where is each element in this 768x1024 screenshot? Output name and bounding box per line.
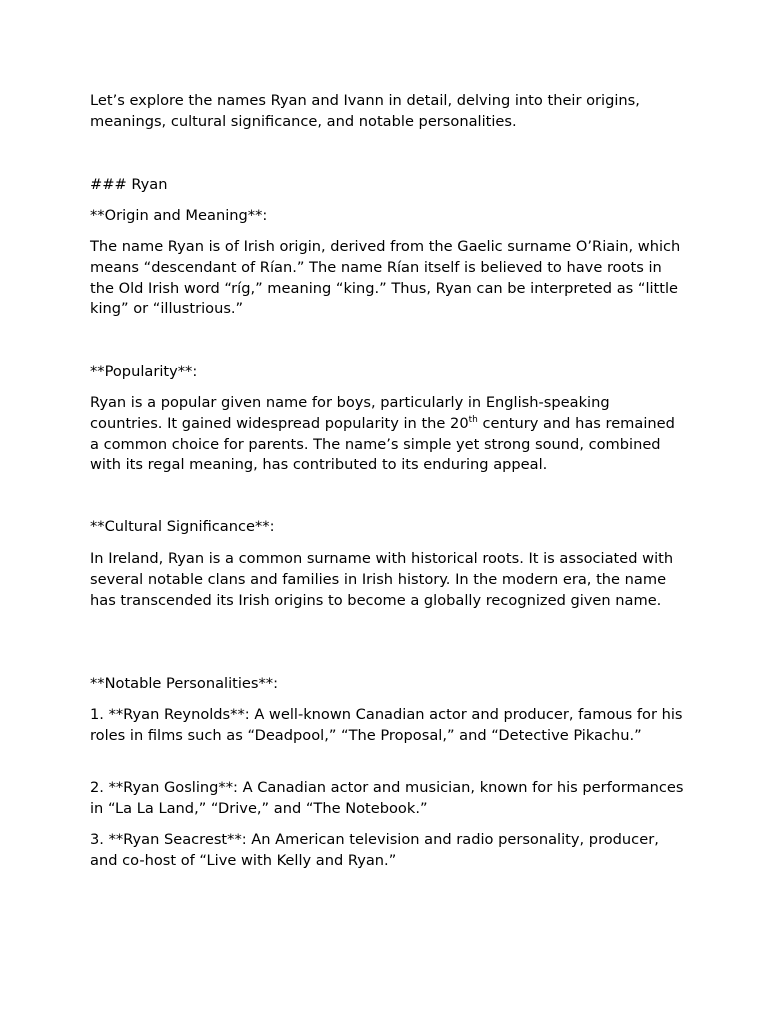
origin-heading: **Origin and Meaning**:: [90, 207, 268, 224]
ordinal-superscript: th: [468, 414, 478, 425]
notable-item-3: 3. **Ryan Seacrest**: An American television and radio personality, producer, and co-host of “Live with Kelly and Ryan.”: [90, 831, 659, 869]
notable-item-2: 2. **Ryan Gosling**: A Canadian actor and musician, known for his performances in “La La Land,” “Drive,” and “The Notebook.”: [90, 779, 684, 817]
popularity-text-end: century and has remained a common choice for parents. The name’s simple yet strong sound, combined with its regal meaning, has contributed to its enduring appeal.: [90, 414, 675, 474]
popularity-paragraph: [90, 393, 684, 476]
origin-paragraph: The name Ryan is of Irish origin, derived from the Gaelic surname O’Riain, which means “descendant of Rían.” The name Rían itself is believed to have roots in the Old Irish word “ríg,” meaning “king.” Thus, Ryan can be interpreted as “little king” or “illustrious.”: [90, 238, 681, 318]
intro-paragraph: Let’s explore the names Ryan and Ivann in detail, delving into their origins, meanings, cultural significance, and notable personalities.: [90, 92, 640, 130]
notable-heading: **Notable Personalities**:: [90, 675, 279, 692]
popularity-heading: **Popularity**:: [90, 363, 198, 380]
notable-item-1: 1. **Ryan Reynolds**: A well-known Canadian actor and producer, famous for his roles in films such as “Deadpool,” “The Proposal,” and “Detective Pikachu.”: [90, 706, 683, 744]
ryan-heading: ### Ryan: [90, 176, 168, 193]
cultural-paragraph: In Ireland, Ryan is a common surname with historical roots. It is associated with several notable clans and families in Irish history. In the modern era, the name has transcended its Irish origins to become a globally recognized given name.: [90, 550, 674, 609]
cultural-heading: **Cultural Significance**:: [90, 518, 275, 535]
popularity-text-start: Ryan is a popular given name for boys, particularly in English-speaking countries. It gained widespread popularity in the 20: [90, 394, 610, 432]
